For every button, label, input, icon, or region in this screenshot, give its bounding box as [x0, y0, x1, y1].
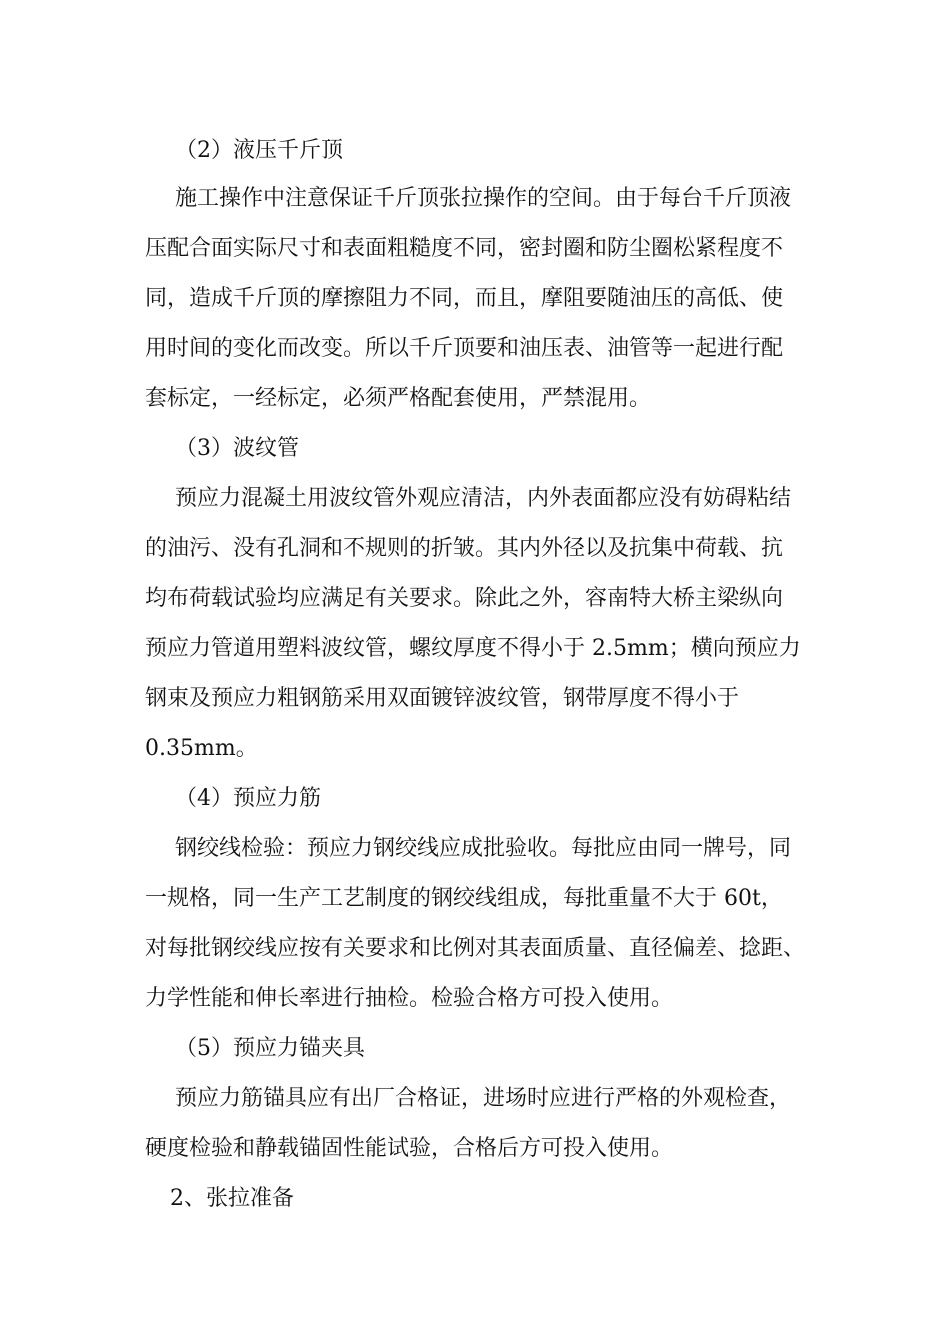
paragraph-line: 硬度检验和静载锚固性能试验，合格后方可投入使用。	[145, 1136, 674, 1161]
paragraph-line: 压配合面实际尺寸和表面粗糙度不同，密封圈和防尘圈松紧程度不	[145, 236, 784, 261]
section-heading-hydraulic-jack: （2）液压千斤顶	[175, 138, 343, 163]
paragraph-line: 预应力管道用塑料波纹管，螺纹厚度不得小于 2.5mm；横向预应力	[145, 636, 801, 661]
paragraph-line: 力学性能和伸长率进行抽检。检验合格方可投入使用。	[145, 986, 674, 1011]
paragraph-line: 预应力筋锚具应有出厂合格证，进场时应进行严格的外观检查，	[175, 1086, 792, 1111]
paragraph-line: 钢绞线检验：预应力钢绞线应成批验收。每批应由同一牌号，同	[175, 836, 792, 861]
paragraph-line: 预应力混凝土用波纹管外观应清洁，内外表面都应没有妨碍粘结	[175, 486, 792, 511]
section-heading-corrugated-pipe: （3）波纹管	[175, 436, 299, 461]
paragraph-line: 套标定，一经标定，必须严格配套使用，严禁混用。	[145, 386, 652, 411]
paragraph-line: 用时间的变化而改变。所以千斤顶要和油压表、油管等一起进行配	[145, 336, 784, 361]
paragraph-line: 0.35mm。	[145, 736, 258, 761]
paragraph-line: 施工操作中注意保证千斤顶张拉操作的空间。由于每台千斤顶液	[175, 186, 792, 211]
paragraph-line: 一规格，同一生产工艺制度的钢绞线组成，每批重量不大于 60t，	[145, 886, 783, 911]
paragraph-line: 的油污、没有孔洞和不规则的折皱。其内外径以及抗集中荷载、抗	[145, 536, 784, 561]
section-heading-prestressing-tendon: （4）预应力筋	[175, 786, 321, 811]
paragraph-line: 对每批钢绞线应按有关要求和比例对其表面质量、直径偏差、捻距、	[145, 936, 806, 961]
section-heading-tension-preparation: 2、张拉准备	[170, 1186, 294, 1211]
paragraph-line: 同，造成千斤顶的摩擦阻力不同，而且，摩阻要随油压的高低、使	[145, 286, 784, 311]
section-heading-anchor-clamp: （5）预应力锚夹具	[175, 1036, 365, 1061]
paragraph-line: 钢束及预应力粗钢筋采用双面镀锌波纹管，钢带厚度不得小于	[145, 686, 740, 711]
paragraph-line: 均布荷载试验均应满足有关要求。除此之外，容南特大桥主梁纵向	[145, 586, 784, 611]
